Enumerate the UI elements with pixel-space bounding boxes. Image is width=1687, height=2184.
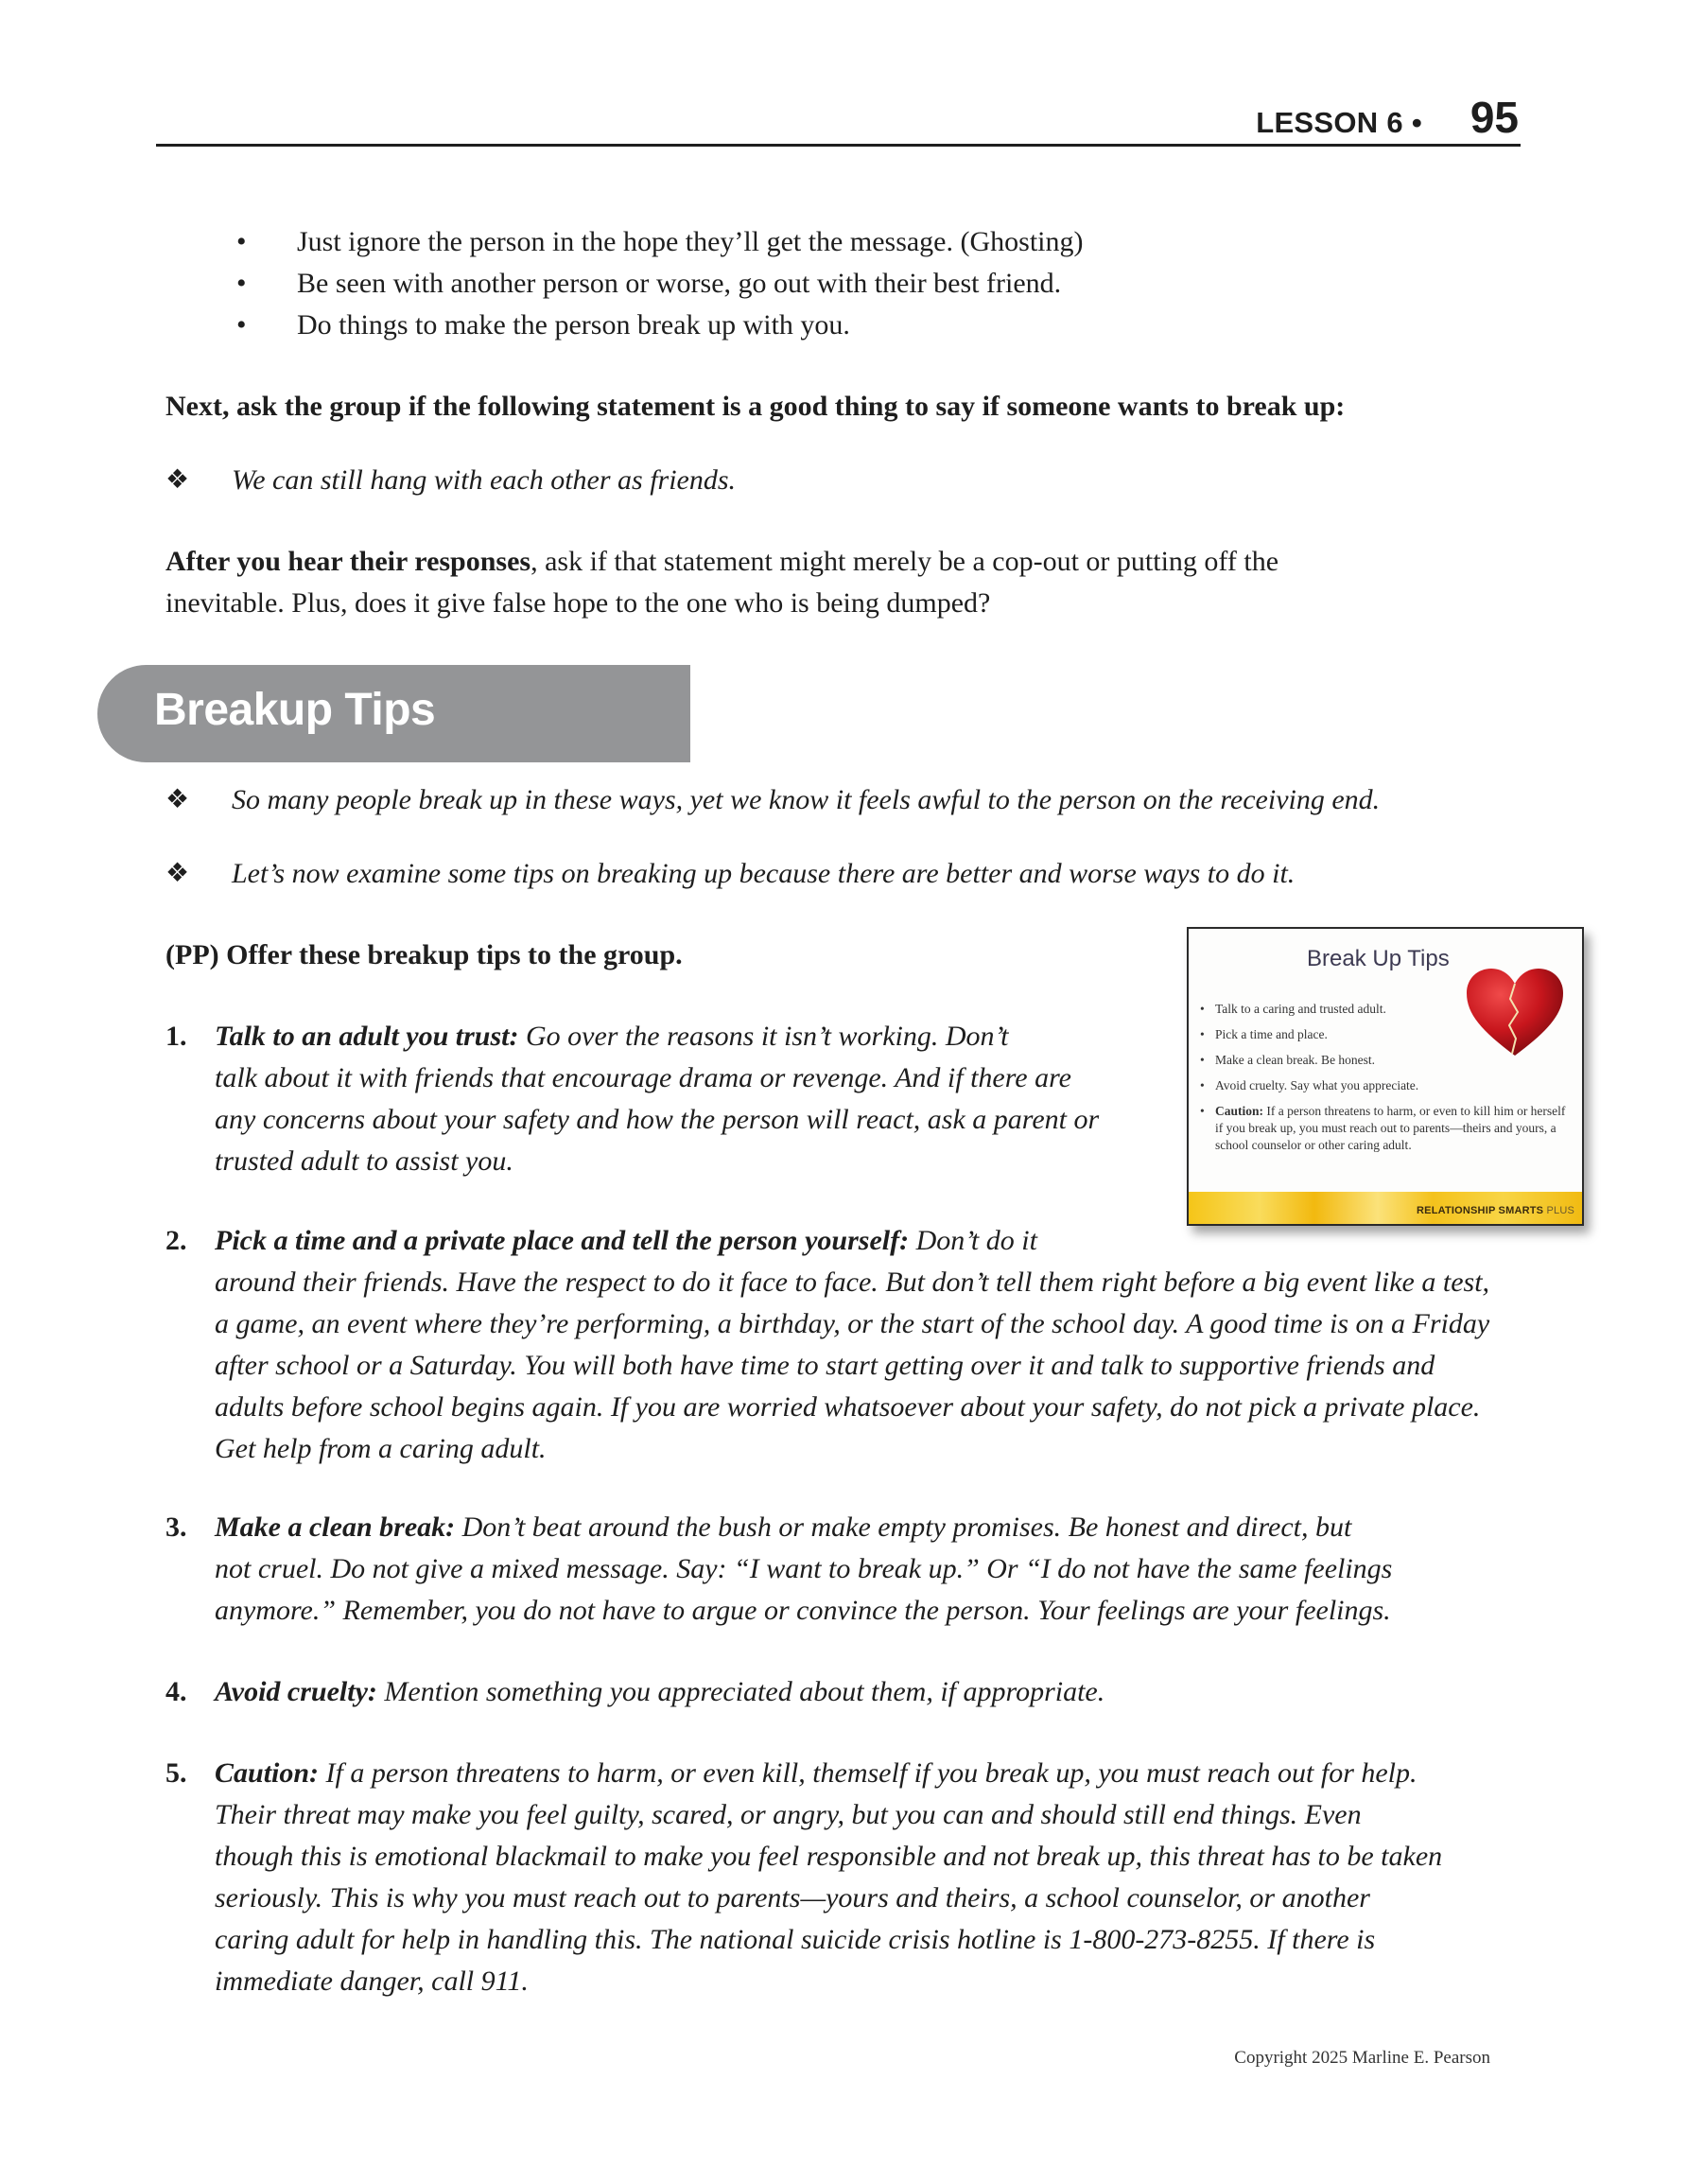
slide-bullet: • Talk to a caring and trusted adult. (1200, 1002, 1386, 1016)
bullet-icon: • (236, 309, 247, 341)
running-header (156, 93, 1521, 147)
tip-number: 1. (165, 1021, 187, 1052)
tip-lead: Avoid cruelty: (215, 1676, 377, 1707)
page-number: 95 (1470, 93, 1519, 142)
tip-number: 3. (165, 1511, 187, 1543)
bullet-icon: • (236, 268, 247, 299)
list-item: • Just ignore the person in the hope they’ll get the message. (Ghosting) (236, 221, 1084, 263)
slide-bullet: • Make a clean break. Be honest. (1200, 1053, 1376, 1067)
slide-title: Break Up Tips (1307, 946, 1450, 971)
lesson-label: LESSON 6 • (1256, 106, 1422, 139)
list-item: • Be seen with another person or worse, go out with their best friend. (236, 263, 1084, 305)
list-item: • Do things to make the person break up with you. (236, 305, 1084, 346)
tip-number: 4. (165, 1676, 187, 1707)
copyright-notice: Copyright 2025 Marline E. Pearson (1234, 2048, 1490, 2068)
diamond-bullet-icon: ❖ (165, 465, 190, 495)
tip-number: 5. (165, 1757, 187, 1789)
section-banner (97, 665, 690, 762)
slide-thumbnail (1187, 927, 1584, 1226)
tip-lead: Talk to an adult you trust: (215, 1021, 519, 1052)
intro-bullet-list (236, 221, 1084, 346)
tip-lead: Pick a time and a private place and tell the person yourself: (215, 1225, 910, 1256)
tip-number: 2. (165, 1225, 187, 1256)
instruction-paragraph: Next, ask the group if the following statement is a good thing to say if someone wants to break up: (165, 391, 1346, 422)
section-title: Breakup Tips (154, 685, 436, 735)
slide-bullet-list (1198, 1001, 1572, 1162)
diamond-bullet-icon: ❖ (165, 785, 190, 814)
slide-bullet: • Pick a time and place. (1200, 1027, 1328, 1041)
tip-lead: Make a clean break: (215, 1511, 456, 1543)
tip-lead: Caution: (215, 1757, 320, 1789)
slide-bullet: • Avoid cruelty. Say what you appreciate. (1200, 1078, 1419, 1092)
responses-paragraph: After you hear their responses, ask if that statement might merely be a cop-out or putting off the inevitable. Plus, does it give false hope to the one who is being dumped? (165, 546, 1279, 619)
bullet-icon: • (236, 226, 247, 257)
statement-text: We can still hang with each other as friends. (232, 464, 737, 496)
slide-bullet: • Caution: If a person threatens to harm, or even to kill him or herself if you break up, you must reach out to parents—theirs and yours, a school counselor or other caring adult. (1200, 1104, 1566, 1152)
pp-instruction: (PP) Offer these breakup tips to the group. (165, 939, 683, 970)
diamond-bullet-icon: ❖ (165, 859, 190, 888)
slide-brand: RELATIONSHIP SMARTS PLUS (1417, 1205, 1574, 1216)
